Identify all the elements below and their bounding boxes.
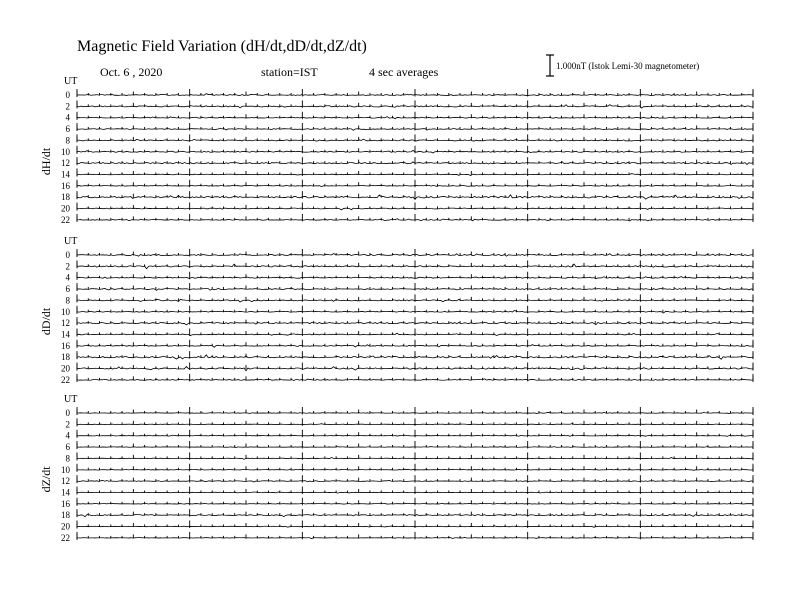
row-ticks	[77, 464, 753, 472]
row-hour-label: 6	[65, 124, 70, 135]
row-hour-label: 2	[65, 419, 70, 430]
row-ticks	[77, 112, 753, 120]
row-ticks	[77, 430, 753, 438]
row-ticks	[77, 272, 753, 280]
row-hour-label: 4	[65, 112, 70, 123]
ut-label: UT	[64, 394, 78, 405]
row-ticks	[77, 475, 753, 483]
row-ticks	[77, 134, 753, 142]
row-ticks	[77, 260, 753, 268]
y-axis-label: dZ/dt	[39, 466, 53, 493]
row-ticks	[77, 363, 753, 371]
row-hour-label: 18	[61, 510, 70, 521]
row-hour-label: 14	[61, 487, 70, 498]
row-hour-label: 14	[61, 329, 70, 340]
averaging-label: 4 sec averages	[369, 65, 439, 79]
row-hour-label: 2	[65, 261, 70, 272]
row-hour-label: 22	[61, 532, 70, 543]
row-ticks	[77, 123, 753, 131]
row-hour-label: 12	[61, 318, 70, 329]
scale-bar-label: 1.000nT (Istok Lemi-30 magnetometer)	[556, 61, 700, 71]
row-ticks	[77, 157, 753, 165]
row-hour-label: 14	[61, 169, 70, 180]
row-ticks	[77, 441, 753, 449]
row-hour-label: 2	[65, 101, 70, 112]
row-ticks	[77, 249, 753, 257]
row-ticks	[77, 146, 753, 154]
row-ticks	[77, 452, 753, 460]
row-hour-label: 10	[61, 464, 70, 475]
row-ticks	[77, 168, 753, 176]
row-hour-label: 12	[61, 476, 70, 487]
row-hour-label: 12	[61, 158, 70, 169]
row-hour-label: 22	[61, 374, 70, 385]
row-hour-label: 4	[65, 430, 70, 441]
station-label: station=IST	[261, 65, 318, 79]
row-ticks	[77, 328, 753, 336]
row-hour-label: 20	[61, 363, 70, 374]
y-axis-label: dH/dt	[39, 147, 53, 176]
row-ticks	[77, 521, 753, 529]
row-ticks	[77, 100, 753, 108]
row-hour-label: 8	[65, 135, 70, 146]
row-ticks	[77, 407, 753, 415]
row-hour-label: 4	[65, 272, 70, 283]
row-ticks	[77, 180, 753, 188]
row-ticks	[77, 203, 753, 211]
row-hour-label: 10	[61, 146, 70, 157]
row-ticks	[77, 340, 753, 348]
row-hour-label: 6	[65, 442, 70, 453]
row-hour-label: 8	[65, 295, 70, 306]
row-hour-label: 18	[61, 192, 70, 203]
row-hour-label: 18	[61, 352, 70, 363]
row-hour-label: 20	[61, 203, 70, 214]
row-hour-label: 16	[61, 180, 70, 191]
row-ticks	[77, 89, 753, 97]
row-ticks	[77, 294, 753, 302]
row-hour-label: 0	[65, 408, 70, 418]
row-hour-label: 20	[61, 521, 70, 532]
row-ticks	[77, 283, 753, 291]
row-hour-label: 22	[61, 214, 70, 225]
row-ticks	[77, 374, 753, 382]
row-ticks	[77, 486, 753, 494]
row-hour-label: 6	[65, 284, 70, 295]
row-ticks	[77, 532, 753, 540]
row-hour-label: 0	[65, 90, 70, 100]
y-axis-label: dD/dt	[39, 307, 53, 336]
row-hour-label: 16	[61, 498, 70, 509]
chart-title: Magnetic Field Variation (dH/dt,dD/dt,dZ/dt)	[77, 38, 367, 55]
row-hour-label: 8	[65, 453, 70, 464]
row-ticks	[77, 498, 753, 506]
row-ticks	[77, 418, 753, 426]
ut-label: UT	[64, 236, 78, 247]
row-hour-label: 0	[65, 250, 70, 260]
row-hour-label: 10	[61, 306, 70, 317]
date-label: Oct. 6 , 2020	[100, 65, 163, 79]
row-ticks	[77, 509, 753, 517]
ut-label: UT	[64, 76, 78, 87]
row-ticks	[77, 214, 753, 222]
row-ticks	[77, 306, 753, 314]
row-hour-label: 16	[61, 340, 70, 351]
row-ticks	[77, 317, 753, 325]
row-ticks	[77, 351, 753, 359]
